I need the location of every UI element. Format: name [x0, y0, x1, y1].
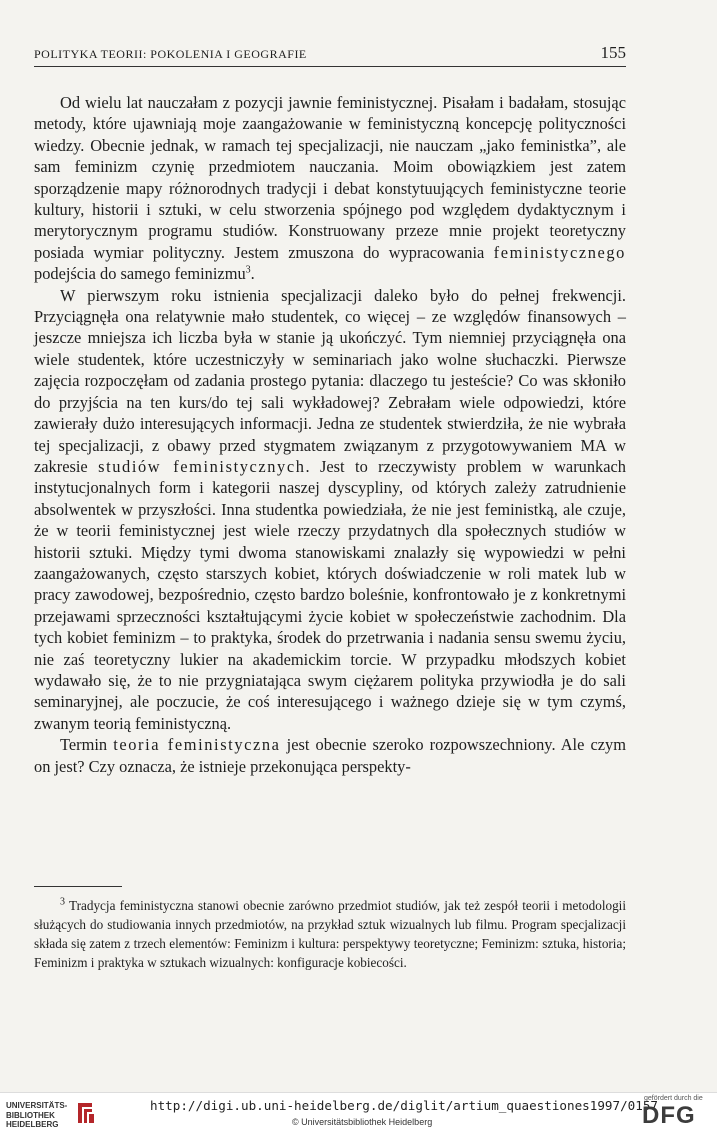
body-text — [34, 92, 626, 777]
running-title: POLITYKA TEORII: POKOLENIA I GEOGRAFIE — [34, 47, 307, 61]
library-name-line-1: UNIVERSITÄTS- — [6, 1101, 68, 1110]
digitization-footer — [0, 1092, 717, 1131]
paragraph-3 — [34, 734, 626, 777]
paragraph-2-emphasis: studiów feministycznych — [98, 456, 306, 476]
header-rule — [34, 66, 626, 67]
paragraph-2 — [34, 285, 626, 735]
library-logo[interactable] — [6, 1101, 67, 1130]
paragraph-1-text-b: podejścia do samego feminizmu — [34, 264, 246, 284]
copyright-notice: © Universitätsbibliothek Heidelberg — [292, 1117, 433, 1127]
paragraph-2-text-a: W pierwszym roku istnienia specjalizacji daleko było do pełnej frekwencji. Przyciągnęła ona relatywnie mało studentek, co więcej – ze względów finansowych – jeszcze mniejsza ich liczba była w stanie ją ukończyć. Tym niemniej przyciągnęła ona wiele studentek, które uczestniczyły w seminariach jako wolne słuchaczki. Pierwsze zajęcia rozpoczęłam od zadania prostego pytania: dlaczego tu jesteście? Co was skłoniło do przyjścia na ten kurs/do tej sali wykładowej? Zebrałam wiele odpowiedzi, które zawierały dużo interesujących informacji. Jedna ze studentek stwierdziła, że nie wybrała tej specjalizacji, z obawy przed stygmatem związanym z przygotowywaniem MA w zakresie — [34, 285, 626, 476]
funder-logo[interactable]: DFG — [642, 1102, 696, 1129]
footnote — [34, 896, 626, 972]
paragraph-3-text-b: jest obecnie szeroko rozpowszechniony. Ale czym on jest? Czy oznacza, że istnieje przekonująca perspekty- — [34, 735, 626, 776]
paragraph-1 — [34, 92, 626, 285]
paragraph-1-text-c: . — [250, 264, 255, 284]
paragraph-3-text-a: Termin — [60, 735, 108, 755]
library-name-line-3: HEIDELBERG — [6, 1120, 59, 1129]
library-name-line-2: BIBLIOTHEK — [6, 1110, 55, 1120]
page-number: 155 — [600, 43, 626, 62]
paragraph-3-emphasis: teoria feministyczna — [113, 735, 281, 755]
footnote-rule — [34, 886, 122, 887]
funding-note: gefördert durch die — [644, 1095, 703, 1102]
footnote-text: Tradycja feministyczna stanowi obecnie zarówno przedmiot studiów, jak też zespół teorii i metodologii służących do studiowania innych przedmiotów, na przykład sztuk wizualnych lub filmu. Program specjalizacji składa się zatem z trzech elementów: Feminizm i kultura: perspektywy teoretyczne; Feminizm: sztuka, historia; Feminizm i praktyka w sztukach wizualnych: konfiguracje kobiecości. — [34, 898, 626, 970]
paragraph-1-emphasis: feministycznego — [493, 242, 626, 262]
footnote-number: 3 — [60, 896, 65, 908]
paragraph-2-text-b: . Jest to rzeczywisty problem w warunkach instytucjonalnych form i kategorii naszej dyscypliny, od których zależy zatrudnienie absolwentek w przyszłości. Inna studentka powiedziała, że nie jest feministką, ale czuje, że w teorii feministycznej jest wiele rzeczy przydatnych dla społecznych studiów w historii sztuki. Między tymi dwoma stanowiskami znalazły się wypowiedzi w pełni zaangażowanych, często starszych kobiet, których doświadczenie w roli matek lub w pracy zawodowej, bezpośrednio, często bardzo boleśnie, konfrontowało je z konkretnymi przejawami sprzeczności kształtującymi życie kobiet w społeczeństwie zachodnim. Dla tych kobiet feminizm – to praktyka, środek do przetrwania i nadania sensu swemu życiu, nie zaś teoretyczny lukier na akademickim torcie. W przypadku młodszych kobiet wydawało się, że to nie przygniatająca swym ciężarem polityka przywiodła je do sali seminaryjnej, ale poczucie, że coś interesującego i ważnego dzieje się w tym czymś, zwanym teorią feministyczną. — [34, 456, 626, 733]
paragraph-1-text-a: Od wielu lat nauczałam z pozycji jawnie feministycznej. Pisałam i badałam, stosując metody, które ujawniają moje zaangażowanie w feministyczną koncepcję polityczności wiedzy. Obecnie jednak, w ramach tej specjalizacji, nie nauczam „jako feministka”, ale sam feminizm czynię przedmiotem nauczania. Moim obowiązkiem jest zatem sporządzenie mapy różnorodnych tradycji i debat konstytuujących feministyczne teorie kultury, historii i sztuki, w celu stworzenia spójnego pod względem dydaktycznym i merytorycznym programu studiów. Konstruowany przeze mnie projekt teoretyczny posiada wymiar polityczny. Jestem zmuszona do wypracowania — [34, 93, 626, 262]
footnote-reference[interactable]: 3 — [245, 264, 251, 276]
permalink-url[interactable]: http://digi.ub.uni-heidelberg.de/diglit/artium_quaestiones1997/0157 — [150, 1098, 658, 1113]
library-emblem-icon — [72, 1100, 98, 1126]
